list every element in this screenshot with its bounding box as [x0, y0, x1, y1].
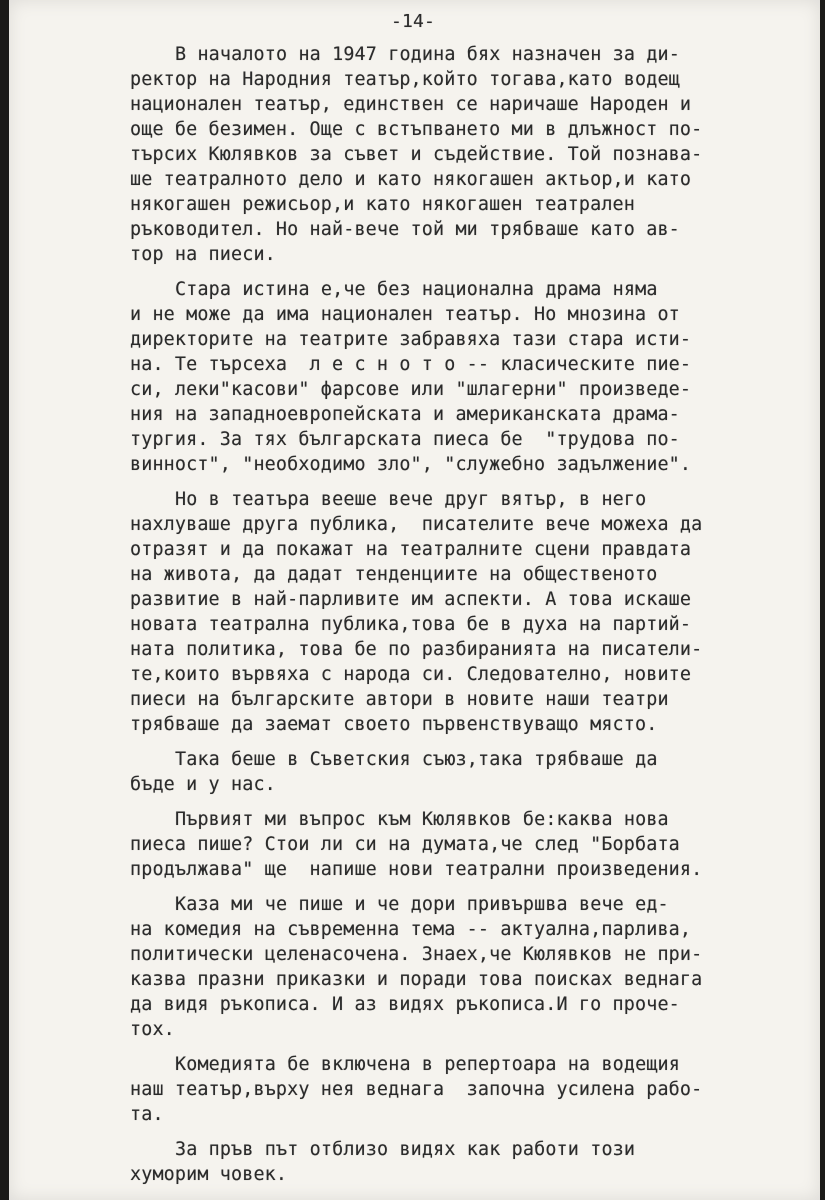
text-line: наш театър,върху нея веднага започна усилена рабо-	[130, 1079, 703, 1100]
text-line: си, леки"касови" фарсове или "шлагерни" произведе-	[130, 379, 692, 400]
text-line: продължава" ще напише нови театрални произведения.	[130, 859, 703, 880]
text-line: развитие в най-парливите им аспекти. А това искаше	[130, 589, 692, 610]
text-line: те,които вървяха с народа си. Следователно, новите	[130, 664, 692, 685]
text-line: ната политика, това бе по разбиранията на писатели-	[130, 639, 703, 660]
text-line: За пръв път отблизо видях как работи този	[175, 1139, 636, 1160]
text-line: казва празни приказки и поради това поисках веднага	[130, 969, 703, 990]
text-line: директорите на театрите забравяха тази стара исти-	[130, 329, 692, 350]
text-line: отразят и да покажат на театралните сцени правдата	[130, 539, 692, 560]
text-line: нахлуваше друга публика, писателите вече можеха да	[130, 514, 703, 535]
text-line: Каза ми че пише и че дори привършва вече ед-	[175, 894, 669, 915]
text-line: Комедията бе включена в репертоара на водещия	[175, 1054, 680, 1075]
text-line: винност", "необходимо зло", "служебно задължение".	[130, 454, 692, 475]
text-line: на комедия на съвременна тема -- актуална,парлива,	[130, 919, 692, 940]
text-line: Първият ми въпрос към Кюлявков бе:каква нова	[175, 809, 669, 830]
text-line: национален театър, единствен се наричаше Народен и	[130, 94, 692, 115]
text-line: та.	[130, 1104, 164, 1125]
text-line: пиеси на българските автори в новите наши театри	[130, 689, 669, 710]
text-line: политически целенасочена. Знаех,че Кюлявков не при-	[130, 944, 703, 965]
text-line: трябваше да заемат своето първенствуващо място.	[130, 714, 658, 735]
text-line: ректор на Народния театър,който тогава,като водещ	[130, 69, 680, 90]
text-line: тор на пиеси.	[130, 244, 276, 265]
text-line: на живота, да дадат тенденциите на общественото	[130, 564, 658, 585]
text-line: Стара истина е,че без национална драма няма	[175, 279, 658, 300]
text-line: търсих Кюлявков за съвет и съдействие. Той познава-	[130, 144, 703, 165]
page-number: -14-	[391, 11, 435, 32]
text-line: още бе безимен. Още с встъпването ми в длъжност по-	[130, 119, 703, 140]
text-line: хуморим човек.	[130, 1164, 288, 1185]
text-line: ръководител. Но най-вече той ми трябваше като ав-	[130, 219, 680, 240]
text-line: новата театрална публика,това бе в духа на партий-	[130, 614, 692, 635]
text-line: ше театралното дело и като някогашен актьор,и като	[130, 169, 692, 190]
text-line: да видя ръкописа. И аз видях ръкописа.И го проче-	[130, 994, 680, 1015]
text-line: В началото на 1947 година бях назначен за ди-	[175, 44, 680, 65]
text-line: тургия. За тях българската пиеса бе "трудова по-	[130, 429, 680, 450]
text-line: Така беше в Съветския съюз,така трябваше да	[175, 749, 658, 770]
text-line: Но в театъра вееше вече друг вятър, в него	[175, 489, 647, 510]
text-line: и не може да има национален театър. Но мнозина от	[130, 304, 680, 325]
text-line: някогашен режисьор,и като някогашен театрален	[130, 194, 635, 215]
text-line: пиеса пише? Стои ли си на думата,че след "Борбата	[130, 834, 680, 855]
text-line: бъде и у нас.	[130, 774, 276, 795]
text-line: ния на западноевропейската и американската драма-	[130, 404, 680, 425]
text-line: тох.	[130, 1019, 175, 1040]
text-line: на. Те търсеха л е с н о т о -- класическите пие-	[130, 354, 692, 375]
